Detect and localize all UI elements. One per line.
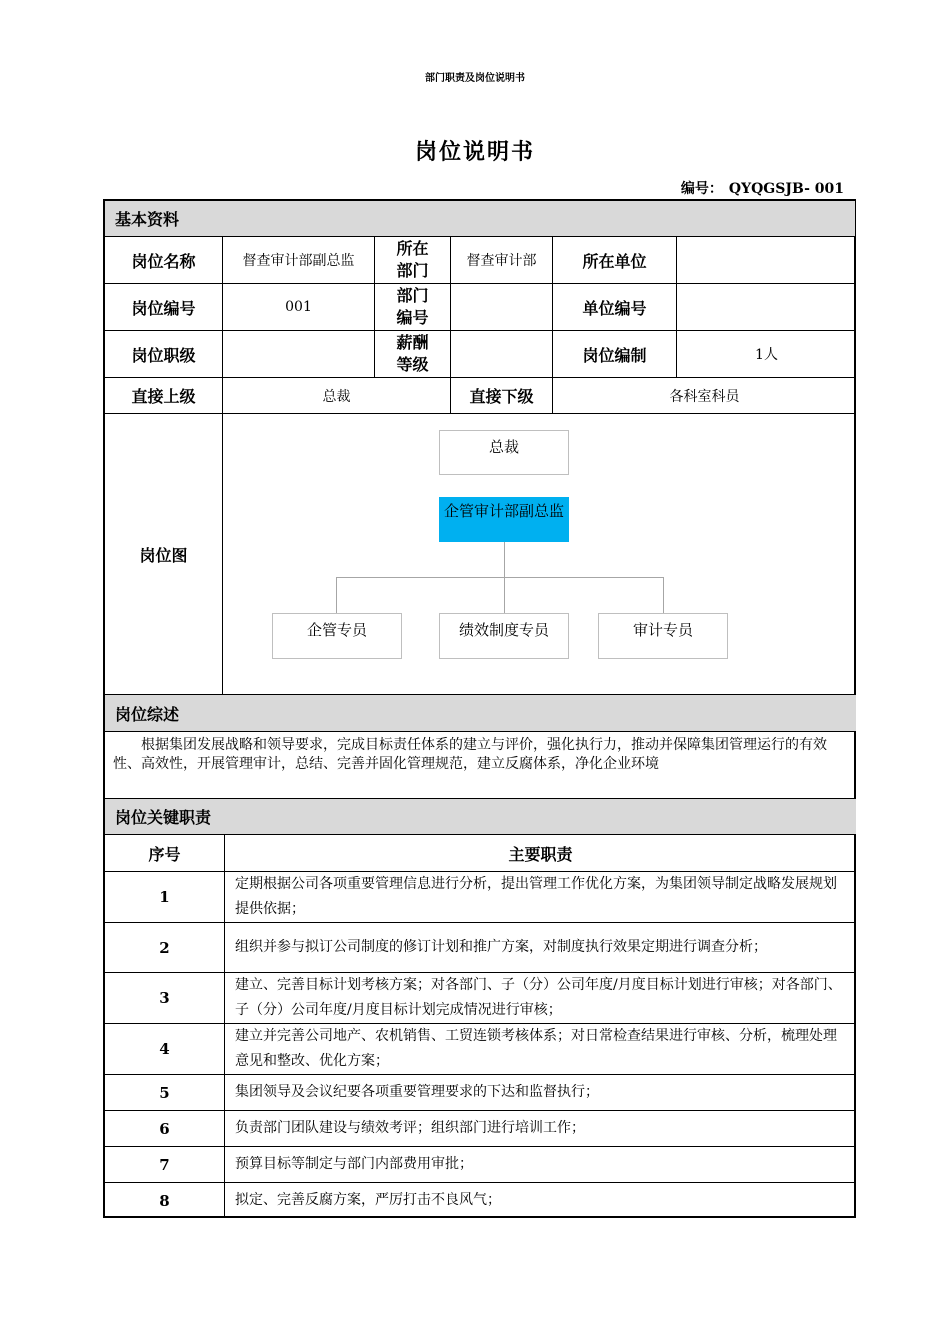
label-unit: 所在单位: [553, 237, 677, 284]
section-duties: 岗位关键职责: [105, 799, 856, 835]
duty-text: 定期根据公司各项重要管理信息进行分析，提出管理工作优化方案，为集团领导制定战略发展规划提供依据；: [225, 872, 856, 923]
label-salary-grade-text: 薪酬等级: [396, 333, 429, 374]
label-unit-code: 单位编号: [553, 284, 677, 331]
duty-number: 1: [105, 872, 225, 923]
value-position-grade: [223, 331, 375, 378]
label-position-code: 岗位编号: [105, 284, 223, 331]
label-position-name: 岗位名称: [105, 237, 223, 284]
duty-number: 3: [105, 973, 225, 1024]
document-code-label: 编号：: [680, 181, 723, 197]
label-department-text: 所在部门: [396, 239, 429, 280]
value-unit: [677, 237, 856, 284]
label-headcount: 岗位编制: [553, 331, 677, 378]
section-basic: 基本资料: [105, 201, 856, 237]
value-subordinate: 各科室科员: [553, 378, 856, 414]
value-department-code: [451, 284, 553, 331]
label-department-code-text: 部门编号: [396, 286, 429, 327]
value-position-code: 001: [223, 284, 375, 331]
job-description-table: [103, 199, 856, 1218]
org-connector-middle: [504, 577, 505, 613]
org-connector-horizontal: [336, 577, 664, 578]
duty-text: 预算目标等制定与部门内部费用审批；: [225, 1147, 856, 1183]
org-connector-left: [336, 577, 337, 613]
org-connector-right: [663, 577, 664, 613]
duty-text: 集团领导及会议纪要各项重要管理要求的下达和监督执行；: [225, 1075, 856, 1111]
org-node-child-2: 绩效制度专员: [439, 613, 569, 659]
value-superior: 总裁: [223, 378, 451, 414]
duty-number: 2: [105, 923, 225, 973]
value-unit-code: [677, 284, 856, 331]
summary-text: 根据集团发展战略和领导要求，完成目标责任体系的建立与评价，强化执行力，推动并保障集团管理运行的有效性、高效性，开展管理审计，总结、完善并固化管理规范，建立反腐体系，净化企业环境: [105, 732, 856, 799]
column-header-duty: 主要职责: [225, 835, 856, 872]
org-node-child-1: 企管专员: [272, 613, 402, 659]
label-superior: 直接上级: [105, 378, 223, 414]
value-salary-grade: [451, 331, 553, 378]
org-connector-vertical: [504, 541, 505, 577]
label-department: [375, 237, 451, 284]
label-department-code: [375, 284, 451, 331]
duty-number: 6: [105, 1111, 225, 1147]
document-code: [675, 178, 844, 198]
document-code-value: QYQGSJB- 001: [728, 181, 844, 197]
org-node-child-3: 审计专员: [598, 613, 728, 659]
org-chart: [223, 414, 856, 695]
duty-number: 7: [105, 1147, 225, 1183]
value-headcount: 1人: [677, 331, 856, 378]
label-salary-grade: [375, 331, 451, 378]
label-subordinate: 直接下级: [451, 378, 553, 414]
duty-text: 负责部门团队建设与绩效考评；组织部门进行培训工作；: [225, 1111, 856, 1147]
label-position-grade: 岗位职级: [105, 331, 223, 378]
duty-number: 4: [105, 1024, 225, 1075]
duty-number: 5: [105, 1075, 225, 1111]
duty-text: 组织并参与拟订公司制度的修订计划和推广方案，对制度执行效果定期进行调查分析；: [225, 923, 856, 973]
duty-number: 8: [105, 1183, 225, 1218]
duty-text: 建立并完善公司地产、农机销售、工贸连锁考核体系；对日常检查结果进行审核、分析，梳理处理意见和整改、优化方案；: [225, 1024, 856, 1075]
value-department: 督查审计部: [451, 237, 553, 284]
column-header-number: 序号: [105, 835, 225, 872]
org-node-current-position: 企管审计部副总监: [439, 497, 569, 542]
section-summary: 岗位综述: [105, 695, 856, 732]
header-note: 部门职责及岗位说明书: [425, 73, 525, 84]
duty-text: 建立、完善目标计划考核方案；对各部门、子（分）公司年度/月度目标计划进行审核；对各部门、子（分）公司年度/月度目标计划完成情况进行审核；: [225, 973, 856, 1024]
duty-text: 拟定、完善反腐方案，严厉打击不良风气；: [235, 1192, 501, 1208]
page-title: 岗位说明书: [414, 140, 535, 165]
value-position-name: 督查审计部副总监: [223, 237, 375, 284]
label-position-chart: 岗位图: [105, 414, 223, 695]
org-node-president: 总裁: [439, 430, 569, 475]
